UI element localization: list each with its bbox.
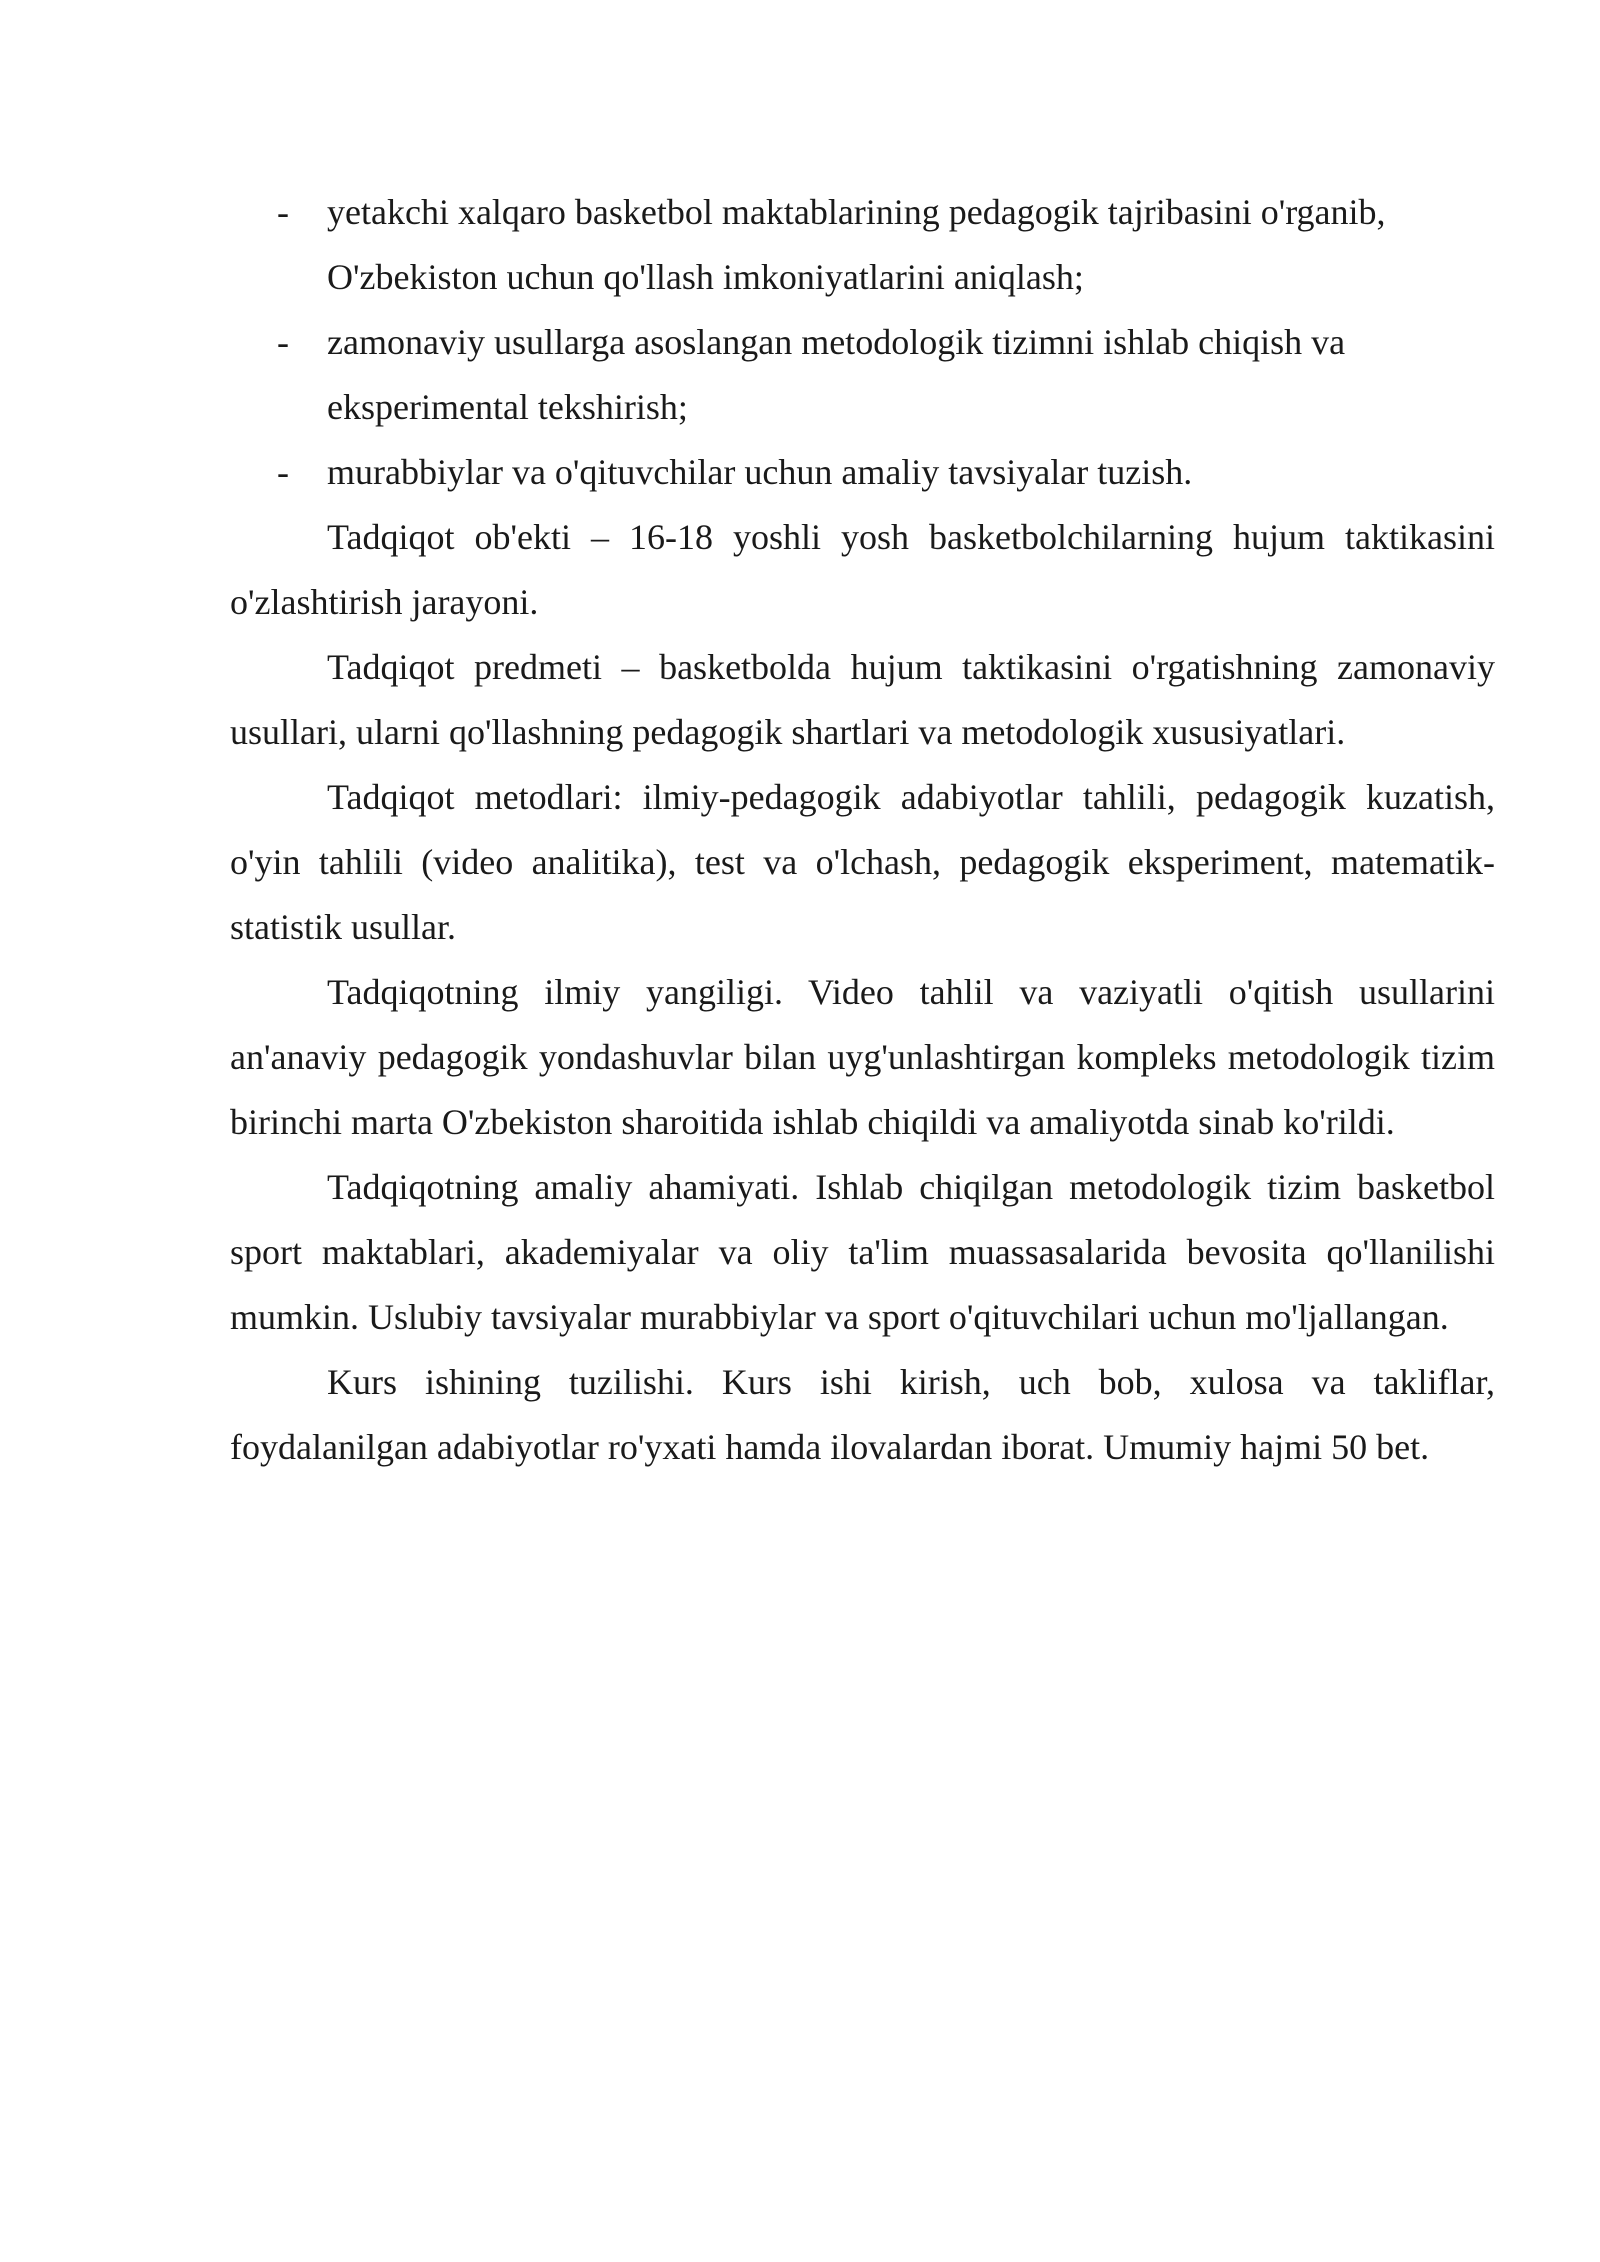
list-item-text: zamonaviy usullarga asoslangan metodologik tizimni ishlab chiqish va eksperimental tekshirish; [327,322,1346,427]
list-item-text: yetakchi xalqaro basketbol maktablarining pedagogik tajribasini o'rganib, O'zbekiston uchun qo'llash imkoniyatlarini aniqlash; [327,192,1386,297]
paragraph-practical-significance: Tadqiqotning amaliy ahamiyati. Ishlab chiqilgan metodologik tizim basketbol sport maktablari, akademiyalar va oliy ta'lim muassasalarida bevosita qo'llanilishi mumkin. Uslubiy tavsiyalar murabbiylar va sport o'qituvchilari uchun mo'ljallangan. [230,1167,1495,1337]
task-list [230,180,1495,505]
paragraph-research-subject: Tadqiqot predmeti – basketbolda hujum taktikasini o'rgatishning zamonaviy usullari, ularni qo'llashning pedagogik shartlari va metodologik xususiyatlari. [230,647,1495,752]
dash-bullet: - [277,452,289,492]
dash-bullet: - [277,192,289,232]
document-page [230,180,1495,1480]
list-item [230,180,1495,310]
paragraph-research-methods: Tadqiqot metodlari: ilmiy-pedagogik adabiyotlar tahlili, pedagogik kuzatish, o'yin tahlili (video analitika), test va o'lchash, pedagogik eksperiment, matematik-statistik usullar. [230,777,1495,947]
paragraph-work-structure: Kurs ishining tuzilishi. Kurs ishi kirish, uch bob, xulosa va takliflar, foydalanilgan adabiyotlar ro'yxati hamda ilovalardan iborat. Umumiy hajmi 50 bet. [230,1362,1495,1467]
list-item [230,440,1495,505]
list-item [230,310,1495,440]
paragraph-scientific-novelty: Tadqiqotning ilmiy yangiligi. Video tahlil va vaziyatli o'qitish usullarini an'anaviy pedagogik yondashuvlar bilan uyg'unlashtirgan kompleks metodologik tizim birinchi marta O'zbekiston sharoitida ishlab chiqildi va amaliyotda sinab ko'rildi. [230,972,1495,1142]
list-item-text: murabbiylar va o'qituvchilar uchun amaliy tavsiyalar tuzish. [327,452,1193,492]
dash-bullet: - [277,322,289,362]
paragraph-research-object: Tadqiqot ob'ekti – 16-18 yoshli yosh basketbolchilarning hujum taktikasini o'zlashtirish jarayoni. [230,517,1495,622]
